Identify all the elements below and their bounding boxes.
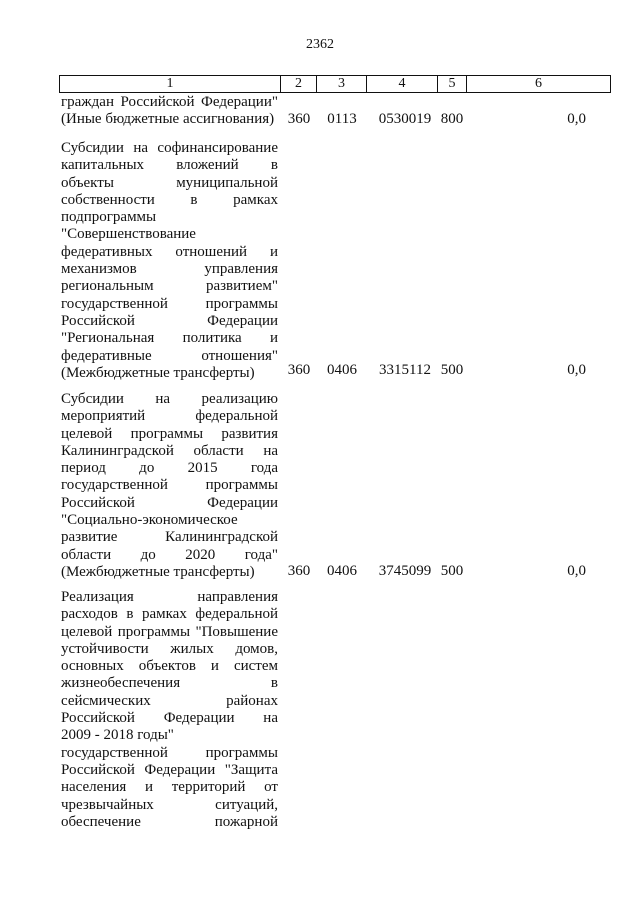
description-line: мероприятий федеральной — [61, 408, 278, 425]
row-description — [61, 589, 278, 831]
description-line: Реализация направления — [61, 589, 278, 605]
cell-expense-type: 500 — [440, 563, 464, 579]
cell-target-code: 0530019 — [378, 111, 432, 127]
description-line: чрезвычайных ситуаций, — [61, 796, 278, 813]
column-header-4: 4 — [367, 76, 438, 93]
description-line: целевой программы развития — [61, 425, 278, 442]
description-line: расходов в рамках федеральной — [61, 606, 278, 623]
description-line: Субсидии на реализацию — [61, 391, 278, 407]
description-line: государственной программы — [61, 477, 278, 494]
cell-section-code: 0113 — [327, 111, 357, 127]
cell-ministry-code: 360 — [287, 563, 311, 579]
description-line: сейсмических районах — [61, 692, 278, 709]
cell-expense-type: 500 — [440, 362, 464, 378]
description-line: механизмов управления — [61, 261, 278, 278]
cell-section-code: 0406 — [327, 563, 357, 579]
column-header-6: 6 — [467, 76, 611, 93]
cell-target-code: 3315112 — [379, 362, 431, 378]
description-line: государственной программы — [61, 744, 278, 761]
description-line: "Социально-экономическое — [61, 512, 238, 529]
cell-expense-type: 800 — [440, 111, 464, 127]
description-line: федеративные отношения" — [61, 347, 278, 364]
description-line: подпрограммы — [61, 209, 157, 226]
cell-amount: 0,0 — [567, 111, 586, 127]
description-line: развитие Калининградской — [61, 529, 278, 546]
row-description — [61, 391, 278, 581]
description-line: целевой программы "Повышение — [61, 623, 278, 640]
description-line: устойчивости жилых домов, — [61, 640, 278, 657]
description-line: Российской Федерации — [61, 312, 278, 329]
row-description — [61, 94, 278, 129]
cell-target-code: 3745099 — [378, 563, 432, 579]
description-line: капитальных вложений в — [61, 157, 278, 174]
column-header-5: 5 — [438, 76, 467, 93]
column-header-2: 2 — [281, 76, 317, 93]
description-line: Калининградской области на — [61, 442, 278, 459]
cell-ministry-code: 360 — [287, 362, 311, 378]
description-line: период до 2015 года — [61, 460, 278, 477]
column-header-1: 1 — [60, 76, 281, 93]
description-line: жизнеобеспечения в — [61, 675, 278, 692]
row-description — [61, 140, 278, 382]
description-line: области до 2020 года" — [61, 546, 278, 563]
description-line: федеративных отношений и — [61, 243, 278, 260]
description-line: "Региональная политика и — [61, 330, 278, 347]
cell-amount: 0,0 — [567, 362, 586, 378]
description-line: собственности в рамках — [61, 191, 278, 208]
description-line: государственной программы — [61, 295, 278, 312]
column-header-3: 3 — [317, 76, 367, 93]
page-number: 2362 — [306, 37, 334, 52]
description-line: Российской Федерации на — [61, 710, 278, 727]
description-line: Российской Федерации "Защита — [61, 761, 278, 778]
cell-amount: 0,0 — [567, 563, 586, 579]
description-line: (Иные бюджетные ассигнования) — [61, 111, 275, 128]
description-line: Субсидии на софинансирование — [61, 140, 278, 156]
description-line: основных объектов и систем — [61, 658, 278, 675]
description-line: 2009 - 2018 годы" — [61, 727, 174, 744]
description-line: (Межбюджетные трансферты) — [61, 364, 255, 381]
description-line: региональным развитием" — [61, 278, 278, 295]
cell-section-code: 0406 — [327, 362, 357, 378]
column-header-row — [59, 75, 611, 93]
description-line: (Межбюджетные трансферты) — [61, 563, 255, 580]
description-line: Российской Федерации — [61, 494, 278, 511]
description-line: объекты муниципальной — [61, 174, 278, 191]
description-line: граждан Российской Федерации" — [61, 94, 278, 110]
description-line: населения и территорий от — [61, 779, 278, 796]
cell-ministry-code: 360 — [287, 111, 311, 127]
description-line: обеспечение пожарной — [61, 813, 278, 830]
description-line: "Совершенствование — [61, 226, 196, 243]
